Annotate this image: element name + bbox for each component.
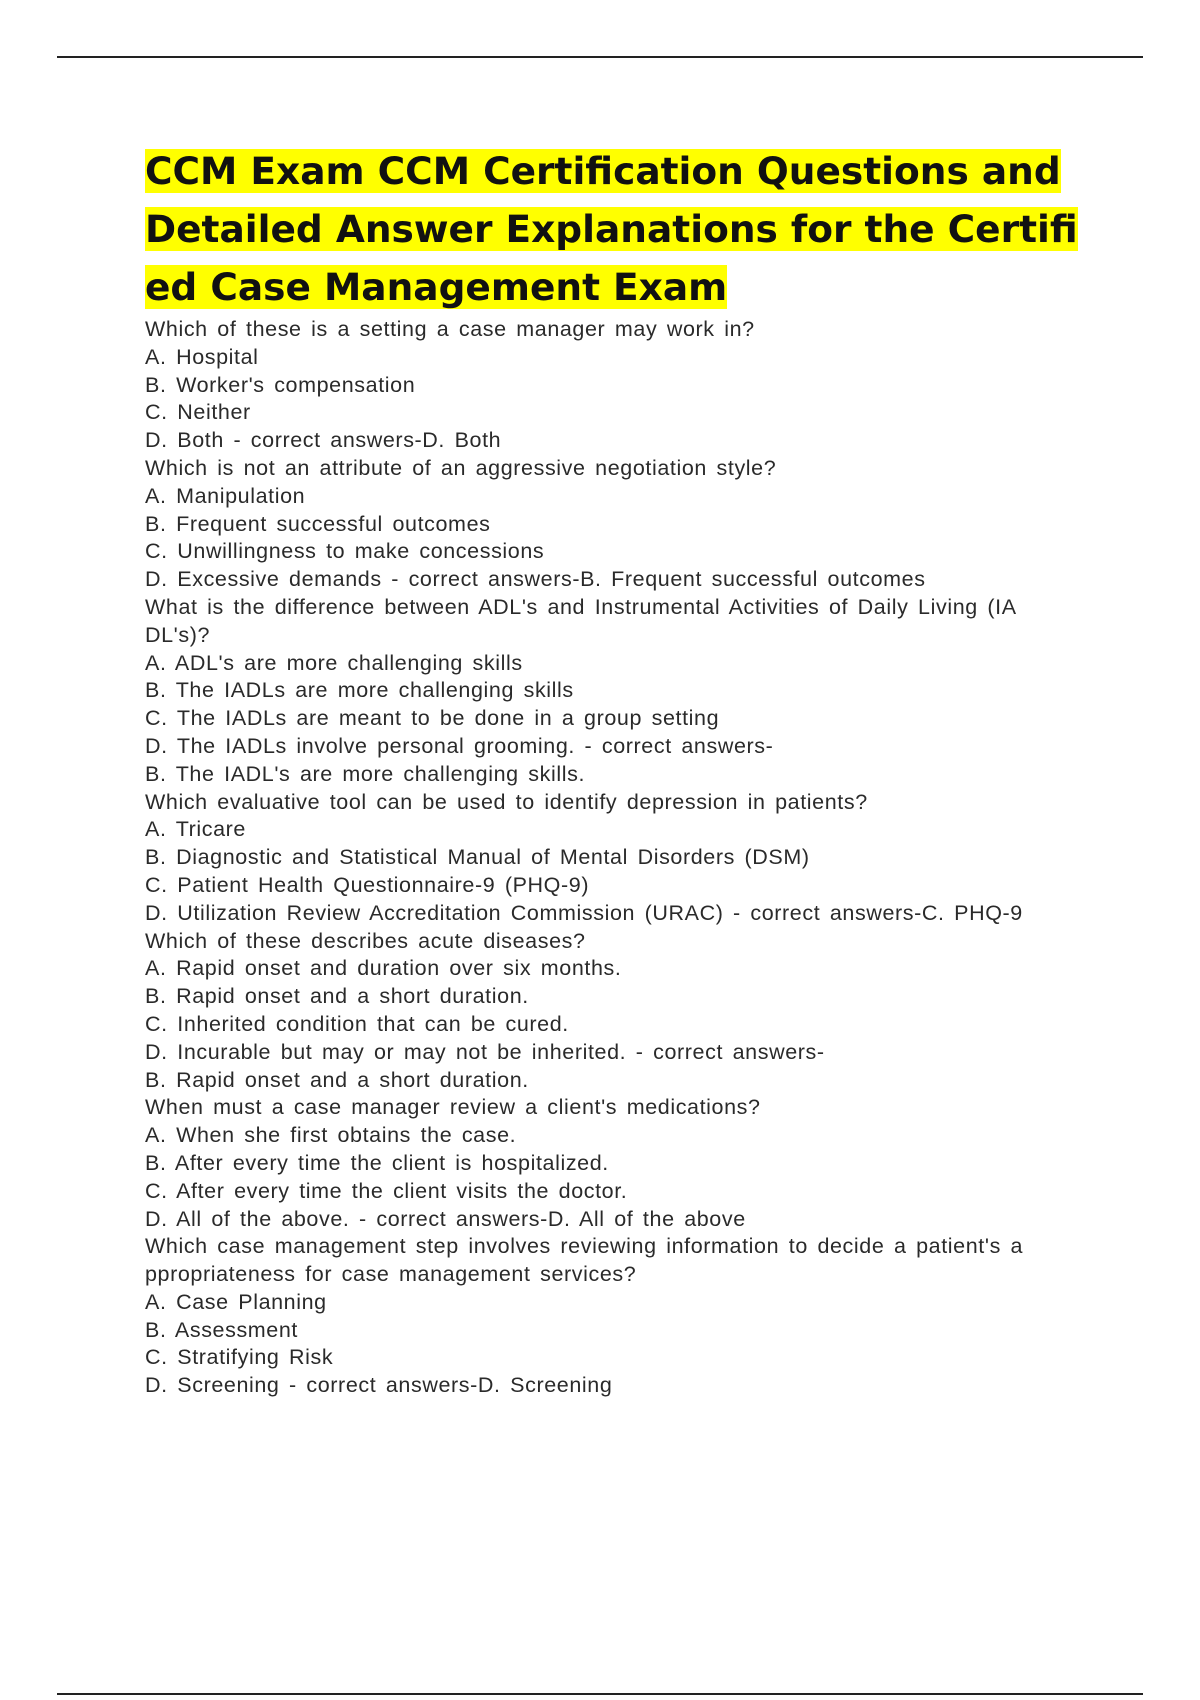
document-line: B. Frequent successful outcomes <box>145 511 491 536</box>
header-rule <box>57 56 1143 58</box>
document-line: A. Hospital <box>145 344 259 369</box>
document-line: B. Rapid onset and a short duration. <box>145 1067 529 1092</box>
document-line: A. Tricare <box>145 817 246 842</box>
document-line: DL's)? <box>145 622 211 647</box>
document-line: D. Screening - correct answers-D. Screening <box>145 1373 613 1398</box>
document-line: A. When she first obtains the case. <box>145 1123 517 1148</box>
document-line: B. Worker's compensation <box>145 372 416 397</box>
document-line: B. Diagnostic and Statistical Manual of Mental Disorders (DSM) <box>145 845 810 870</box>
document-line: C. Unwillingness to make concessions <box>145 539 545 564</box>
document-line: B. After every time the client is hospitalized. <box>145 1150 609 1175</box>
document-line: D. Both - correct answers-D. Both <box>145 428 502 453</box>
document-line: D. Utilization Review Accreditation Commission (URAC) - correct answers-C. PHQ-9 <box>145 900 1023 925</box>
document-line: D. All of the above. - correct answers-D. All of the above <box>145 1206 746 1231</box>
document-line: C. After every time the client visits the doctor. <box>145 1178 628 1203</box>
document-line: Which case management step involves reviewing information to decide a patient's a <box>145 1234 1024 1259</box>
document-line: B. Rapid onset and a short duration. <box>145 984 529 1009</box>
document-title <box>145 142 1085 316</box>
document-line: C. Stratifying Risk <box>145 1345 334 1370</box>
document-body <box>145 142 1085 1400</box>
document-line: C. Inherited condition that can be cured. <box>145 1011 569 1036</box>
document-line: A. Case Planning <box>145 1289 327 1314</box>
document-line: D. The IADLs involve personal grooming. - correct answers- <box>145 733 774 758</box>
document-line: B. Assessment <box>145 1317 298 1342</box>
document-line: C. The IADLs are meant to be done in a group setting <box>145 706 720 731</box>
document-line: What is the difference between ADL's and Instrumental Activities of Daily Living (IA <box>145 594 1017 619</box>
document-line: When must a case manager review a client's medications? <box>145 1095 761 1120</box>
document-line: A. ADL's are more challenging skills <box>145 650 523 675</box>
document-line: Which evaluative tool can be used to identify depression in patients? <box>145 789 868 814</box>
document-line: A. Rapid onset and duration over six months. <box>145 956 622 981</box>
document-line: Which is not an attribute of an aggressive negotiation style? <box>145 455 777 480</box>
document-line: C. Neither <box>145 400 251 425</box>
document-line: B. The IADLs are more challenging skills <box>145 678 574 703</box>
document-line: A. Manipulation <box>145 483 306 508</box>
document-line: B. The IADL's are more challenging skills. <box>145 761 586 786</box>
document-line: ppropriateness for case management services? <box>145 1262 637 1287</box>
document-line: Which of these is a setting a case manager may work in? <box>145 317 755 341</box>
document-title-text: CCM Exam CCM Certification Questions and Detailed Answer Explanations for the Certified Case Management Exam <box>145 149 1078 309</box>
document-line: D. Incurable but may or may not be inherited. - correct answers- <box>145 1039 825 1064</box>
document-line: Which of these describes acute diseases? <box>145 928 586 953</box>
document-line: D. Excessive demands - correct answers-B. Frequent successful outcomes <box>145 567 926 592</box>
footer-rule <box>57 1693 1143 1695</box>
document-line: C. Patient Health Questionnaire-9 (PHQ-9) <box>145 872 590 897</box>
question-list <box>145 316 1085 1400</box>
